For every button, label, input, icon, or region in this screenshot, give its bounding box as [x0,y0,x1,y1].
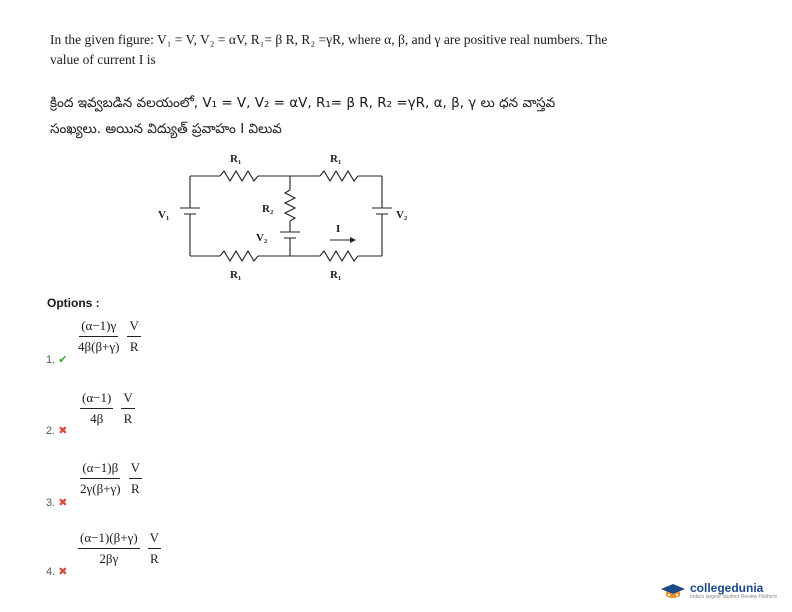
logo-text: collegedunia [690,581,764,595]
label-r1-top-left: R₁ [230,153,242,165]
circuit-diagram [150,148,430,288]
label-v2-mid: V₂ [256,232,268,244]
option-1-number: 1. [46,354,56,366]
option-1-den: 4β(β+γ) [78,339,120,354]
graduation-cap-icon [660,582,686,600]
battery-v1 [180,208,200,214]
option-3-formula [80,460,142,497]
option-3-den: 2γ(β+γ) [80,481,121,496]
label-r1-bottom-right: R₁ [330,269,342,281]
question-text-telugu: క్రింద ఇవ్వబడిన వలయంలో, V₁ = V, V₂ = αV, R₁= β R, R₂ =γR, α, β, γ లు ధన వాస్తవ సంఖ్యలు. అయిన విద్యుత్ ప్రవాహం I విలువ [50,95,556,137]
option-1-num: (α−1)γ [79,318,118,337]
option-4-v: V [148,530,161,549]
option-1-r: R [129,339,139,354]
cross-icon: ✖ [58,425,68,437]
option-2-label[interactable] [46,424,67,437]
option-3-label[interactable] [46,496,67,509]
option-4-label[interactable] [46,565,67,578]
option-3-num: (α−1)β [80,460,120,479]
options-label: Options : [47,296,100,310]
collegedunia-logo[interactable] [660,582,777,600]
question-text-english: In the given figure: V₁ = V, V₂ = αV, R₁= β R, R₂ =γR, where α, β, and γ are positive real numbers. The value of current I is [50,32,608,67]
option-3-v: V [129,460,142,479]
check-icon: ✔ [58,354,68,366]
option-2-num: (α−1) [80,390,113,409]
label-r2: R₂ [262,203,274,215]
label-current: I [336,223,341,235]
option-3-r: R [130,481,140,496]
option-2-formula [80,390,135,427]
label-r1-top-right: R₁ [330,153,342,165]
cross-icon: ✖ [58,566,68,578]
option-2-den: 4β [90,411,104,426]
option-3-number: 3. [46,497,56,509]
cross-icon: ✖ [58,497,68,509]
option-1-v: V [127,318,140,337]
option-2-r: R [123,411,133,426]
option-4-r: R [150,551,159,566]
resistor-r2 [285,190,295,221]
resistor-r1-top-right [320,171,358,181]
option-2-v: V [121,390,134,409]
resistor-r1-top-left [220,171,258,181]
label-v2-right: V₂ [396,209,408,221]
option-1-label[interactable] [46,353,67,366]
battery-v2-right [372,208,392,214]
option-4-num: (α−1)(β+γ) [78,530,140,549]
option-4-den: 2βγ [99,551,119,566]
battery-v2-mid [280,232,300,238]
resistor-r1-bottom-right [320,251,358,261]
option-4-formula [78,530,161,567]
label-v1: V₁ [158,209,170,221]
option-1-formula [78,318,141,355]
logo-tagline: India's largest Student Review Platform [690,594,778,600]
option-4-number: 4. [46,566,56,578]
resistor-r1-bottom-left [220,251,258,261]
label-r1-bottom-left: R₁ [230,269,242,281]
option-2-number: 2. [46,425,56,437]
